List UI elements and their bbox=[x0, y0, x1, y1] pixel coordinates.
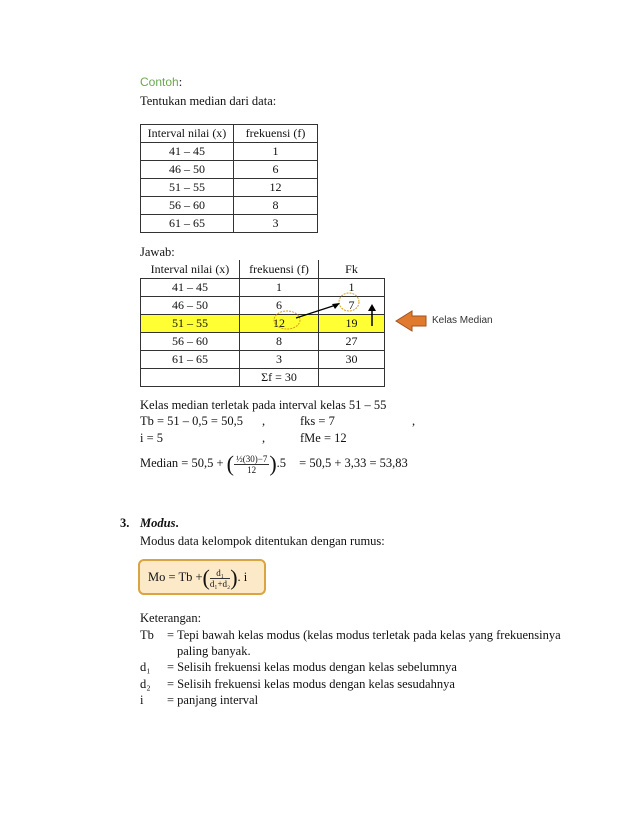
circle-frekuensi-icon bbox=[274, 311, 300, 329]
table-cell: 3 bbox=[234, 215, 318, 233]
modus-formula-box bbox=[138, 559, 266, 595]
table-cell: 51 – 55 bbox=[141, 179, 234, 197]
def-term: d₂ bbox=[140, 677, 151, 691]
table-cell: 1 bbox=[319, 279, 385, 297]
table-cell: 1 bbox=[234, 143, 318, 161]
fraction-denominator: d₁+d₂ bbox=[209, 578, 231, 589]
table-cell: 61 – 65 bbox=[141, 351, 240, 369]
example-title: Contoh bbox=[140, 75, 179, 89]
header-fk: Fk bbox=[319, 261, 385, 279]
formula-suffix: . i bbox=[237, 570, 248, 584]
calc-tb: Tb = 51 – 0,5 = 50,5 bbox=[140, 414, 243, 428]
table-cell: 12 bbox=[240, 315, 319, 333]
median-result: = 50,5 + 3,33 = 53,83 bbox=[299, 456, 408, 470]
median-fraction bbox=[234, 454, 269, 475]
arrow-line-icon bbox=[296, 305, 336, 318]
calc-comma: , bbox=[412, 414, 416, 428]
calc-line1: Kelas median terletak pada interval kelas 51 – 55 bbox=[140, 398, 387, 412]
fraction-numerator: d₁ bbox=[210, 568, 230, 579]
example-instruction: Tentukan median dari data: bbox=[140, 94, 277, 108]
modus-intro: Modus data kelompok ditentukan dengan rumus: bbox=[140, 534, 385, 548]
median-prefix: Median = 50,5 + bbox=[140, 456, 224, 470]
calc-fks: fks = 7 bbox=[300, 414, 335, 428]
def-desc: paling banyak. bbox=[177, 644, 251, 658]
table-cell: 61 – 65 bbox=[141, 215, 234, 233]
def-term: i bbox=[140, 693, 144, 707]
fraction-numerator: ½(30)−7 bbox=[236, 453, 268, 464]
up-arrowhead-icon bbox=[368, 304, 376, 311]
modus-title: Modus bbox=[140, 516, 176, 530]
modus-fraction bbox=[210, 568, 230, 589]
answer-label: Jawab: bbox=[140, 245, 175, 259]
table-cell: 19 bbox=[319, 315, 385, 333]
table-cell: 8 bbox=[234, 197, 318, 215]
table-cell: 8 bbox=[240, 333, 319, 351]
arrowhead-icon bbox=[332, 303, 340, 309]
paren-open-icon: ( bbox=[226, 451, 234, 477]
header-interval: Interval nilai (x) bbox=[141, 261, 240, 279]
table-cell: 7 bbox=[319, 297, 385, 315]
def-desc: = panjang interval bbox=[167, 693, 259, 707]
keterangan-label: Keterangan: bbox=[140, 611, 202, 625]
modus-period: . bbox=[175, 516, 179, 530]
table-cell: 30 bbox=[319, 351, 385, 369]
example-colon: : bbox=[178, 75, 183, 89]
formula-prefix: Mo = Tb + bbox=[148, 570, 203, 584]
header-interval: Interval nilai (x) bbox=[141, 125, 234, 143]
header-frekuensi: frekuensi (f) bbox=[234, 125, 318, 143]
calc-i: i = 5 bbox=[140, 431, 164, 445]
table-cell: 27 bbox=[319, 333, 385, 351]
paren-close-icon: ) bbox=[269, 451, 277, 477]
modus-formula bbox=[148, 562, 247, 592]
table-cell: 56 – 60 bbox=[141, 197, 234, 215]
paren-close-icon: ) bbox=[230, 565, 238, 591]
def-desc: = Selisih frekuensi kelas modus dengan kelas sesudahnya bbox=[167, 677, 455, 691]
def-term: Tb bbox=[140, 628, 154, 642]
table-cell: 6 bbox=[240, 297, 319, 315]
calc-fme: fMe = 12 bbox=[300, 431, 347, 445]
table-cell: 56 – 60 bbox=[141, 333, 240, 351]
table-cell: 46 – 50 bbox=[141, 297, 240, 315]
header-frekuensi: frekuensi (f) bbox=[240, 261, 319, 279]
paren-open-icon: ( bbox=[202, 565, 210, 591]
modus-heading bbox=[140, 516, 179, 531]
def-desc: = Selisih frekuensi kelas modus dengan kelas sebelumnya bbox=[167, 660, 457, 674]
median-mult: .5 bbox=[276, 456, 287, 470]
table-cell: 41 – 45 bbox=[141, 279, 240, 297]
left-arrow-icon bbox=[396, 311, 426, 331]
fraction-denominator: 12 bbox=[247, 464, 257, 475]
table-cell: 6 bbox=[234, 161, 318, 179]
calc-comma: , bbox=[262, 431, 266, 445]
table-cell: 46 – 50 bbox=[141, 161, 234, 179]
table-cell: 3 bbox=[240, 351, 319, 369]
table-cell: 12 bbox=[234, 179, 318, 197]
median-formula bbox=[140, 448, 408, 478]
modus-number: 3. bbox=[120, 516, 130, 530]
def-desc: = Tepi bawah kelas modus (kelas modus terletak pada kelas yang frekuensinya bbox=[167, 628, 561, 642]
circle-fks-icon bbox=[339, 293, 359, 311]
total-cell: Σf = 30 bbox=[240, 369, 319, 387]
calc-comma: , bbox=[262, 414, 266, 428]
table-cell: 51 – 55 bbox=[141, 315, 240, 333]
table-cell: 1 bbox=[240, 279, 319, 297]
median-class-label: Kelas Median bbox=[432, 315, 493, 326]
table-cell: 41 – 45 bbox=[141, 143, 234, 161]
def-term: d₁ bbox=[140, 660, 151, 674]
